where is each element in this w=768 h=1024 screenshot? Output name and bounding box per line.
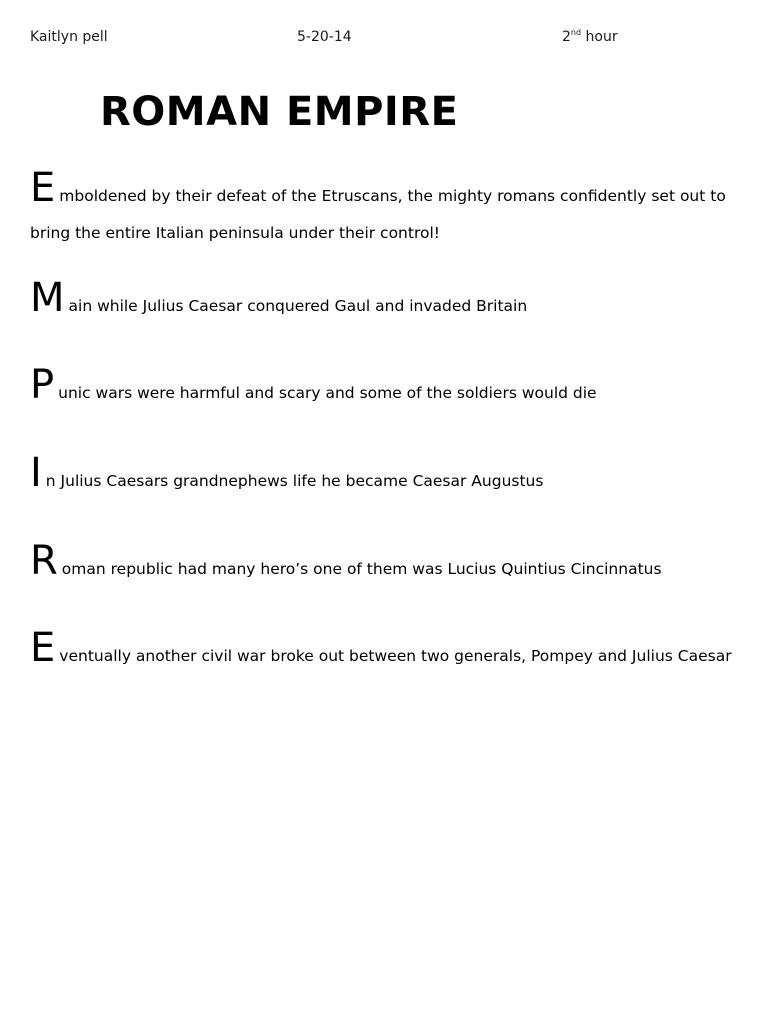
- acrostic-text: mboldened by their defeat of the Etruscans, the mighty romans confidently set out to bring the entire Italian peninsula under their control!: [30, 187, 726, 242]
- acrostic-text: ain while Julius Caesar conquered Gaul and invaded Britain: [68, 297, 528, 315]
- acrostic-line-m: [30, 275, 742, 325]
- acrostic-text: n Julius Caesars grandnephews life he became Caesar Augustus: [45, 472, 544, 490]
- acrostic-initial: I: [30, 450, 42, 496]
- document-date: 5-20-14: [297, 29, 352, 45]
- acrostic-initial: E: [30, 165, 56, 211]
- class-hour-word: hour: [581, 29, 618, 45]
- page-title: ROMAN EMPIRE: [100, 89, 459, 135]
- acrostic-text: ventually another civil war broke out between two generals, Pompey and Julius Caesar: [59, 647, 732, 665]
- class-hour-suffix: nd: [570, 28, 582, 37]
- acrostic-line-r: [30, 538, 742, 588]
- acrostic-text: oman republic had many hero’s one of them was Lucius Quintius Cincinnatus: [61, 560, 662, 578]
- acrostic-line-e1: [30, 165, 742, 252]
- acrostic-initial: P: [30, 362, 55, 408]
- acrostic-initial: R: [30, 538, 58, 584]
- acrostic-text: unic wars were harmful and scary and some of the soldiers would die: [58, 384, 597, 402]
- acrostic-line-p: [30, 362, 742, 412]
- student-name: Kaitlyn pell: [30, 29, 108, 45]
- document-header: [0, 29, 768, 49]
- acrostic-initial: E: [30, 625, 56, 671]
- class-hour: [562, 29, 618, 45]
- acrostic-initial: M: [30, 275, 65, 321]
- acrostic-line-e2: [30, 625, 742, 675]
- acrostic-line-i: [30, 450, 742, 500]
- class-hour-number: 2: [562, 29, 571, 45]
